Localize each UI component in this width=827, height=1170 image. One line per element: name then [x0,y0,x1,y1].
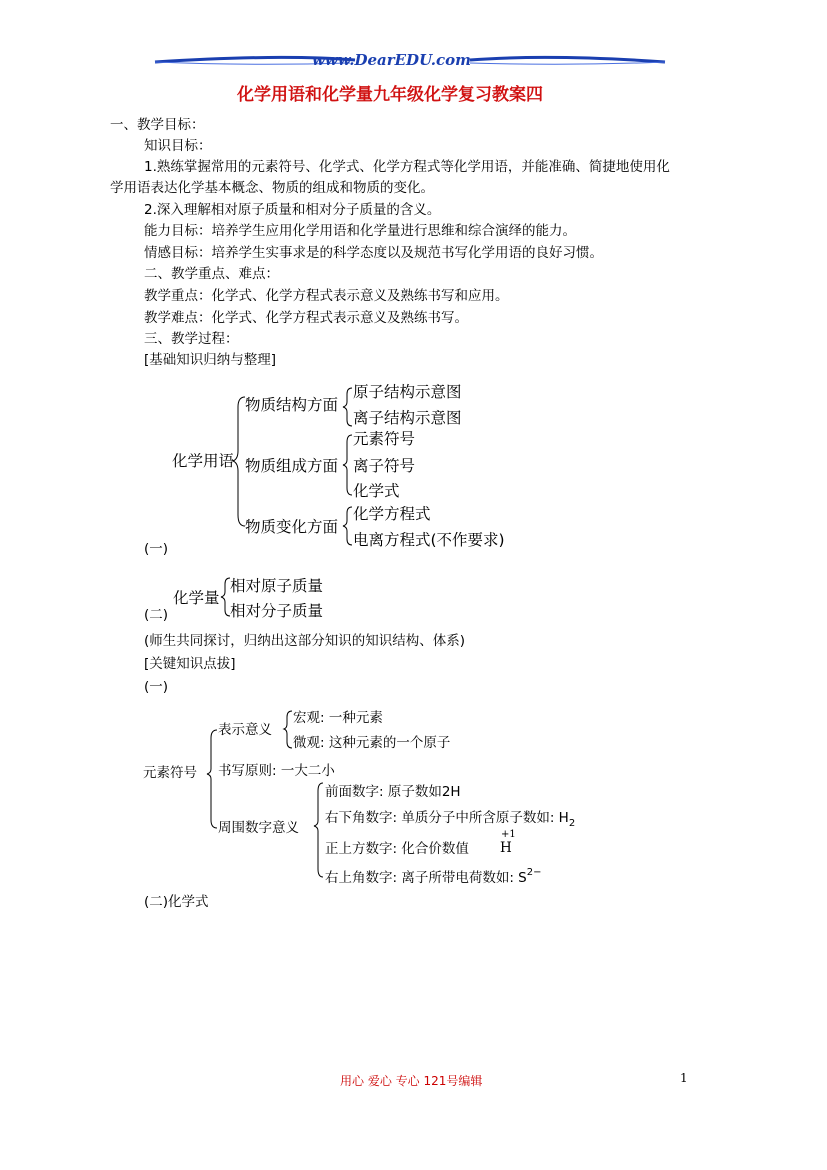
page-number: 1 [680,1071,688,1085]
emotion-goal: 情感目标：培养学生实事求是的科学态度以及规范书写化学用语的良好习惯。 [144,245,603,261]
goal-1-line-2: 学用语表达化学基本概念、物质的组成和物质的变化。 [110,180,434,196]
label-part-2: (二) [144,607,169,623]
label-chemical-formula: (二)化学式 [144,894,209,910]
node-ion-diagram: 离子结构示意图 [353,409,462,427]
node-formula: 化学式 [353,482,400,500]
node-relative-molecular-mass: 相对分子质量 [230,602,324,620]
valence-element-h: H [500,840,512,856]
knowledge-goal-label: 知识目标： [144,138,212,154]
node-digit-meaning: 周围数字意义 [218,820,299,836]
section-process: 三、教学过程： [144,331,239,347]
valence-plus-one: +1 [501,829,516,840]
section-objectives: 一、教学目标： [110,117,205,133]
node-micro: 微观: 这种元素的一个原子 [293,735,451,751]
node-composition: 物质组成方面 [245,457,339,475]
section-key-points: 二、教学重点、难点： [144,266,279,282]
node-subscript-digit [325,809,575,833]
node-atom-diagram: 原子结构示意图 [353,383,462,401]
label-part-1: (一) [144,541,169,557]
goal-1-line-1: 1.熟练掌握常用的元素符号、化学式、化学方程式等化学用语，并能准确、简捷地使用化 [144,159,670,175]
basic-knowledge-heading: [基础知识归纳与整理] [144,352,277,368]
node-relative-atomic-mass: 相对原子质量 [230,577,324,595]
node-macro: 宏观: 一种元素 [293,710,383,726]
node-element-root: 元素符号 [143,765,197,781]
ability-goal: 能力目标：培养学生应用化学用语和化学量进行思维和综合演绎的能力。 [144,223,576,239]
node-meaning: 表示意义 [218,722,272,738]
key-point: 教学重点：化学式、化学方程式表示意义及熟练书写和应用。 [144,288,509,304]
node-ion-symbol: 离子符号 [353,457,416,475]
difficult-point: 教学难点：化学式、化学方程式表示意义及熟练书写。 [144,310,468,326]
node-structure: 物质结构方面 [245,396,339,414]
superscript-digit-text: 右上角数字: 离子所带电荷数如: S [325,870,527,886]
node-superscript-digit [325,864,542,887]
node-root: 化学用语 [172,452,235,470]
node-writing-rule: 书写原则: 一大二小 [218,763,335,779]
discussion-note: (师生共同探讨，归纳出这部分知识的知识结构、体系) [144,633,466,649]
site-name: www.DearEDU.com [312,51,472,69]
node-quantity-root: 化学量 [173,589,220,607]
page-title: 化学用语和化学量九年级化学复习教案四 [237,85,543,105]
node-change: 物质变化方面 [245,518,339,536]
node-element-symbol: 元素符号 [353,430,416,448]
node-chem-equation: 化学方程式 [353,505,431,523]
footer-text: 用心 爱心 专心 121号编辑 [340,1074,483,1088]
superscript-charge: 2− [526,867,542,878]
subscript-digit-text: 右下角数字: 单质分子中所含原子数如: H [325,810,569,826]
brace-element-root [208,728,220,832]
node-front-digit: 前面数字: 原子数如2H [325,784,461,800]
node-top-digit: 正上方数字: 化合价数值 [325,841,469,857]
valence-example [500,829,520,859]
subscript-2: 2 [568,818,576,829]
label-part-3: (一) [144,679,169,695]
goal-2: 2.深入理解相对原子质量和相对分子质量的含义。 [144,202,441,218]
key-knowledge-heading: [关键知识点拔] [144,656,236,672]
node-ionization-equation: 电离方程式(不作要求) [353,531,505,549]
